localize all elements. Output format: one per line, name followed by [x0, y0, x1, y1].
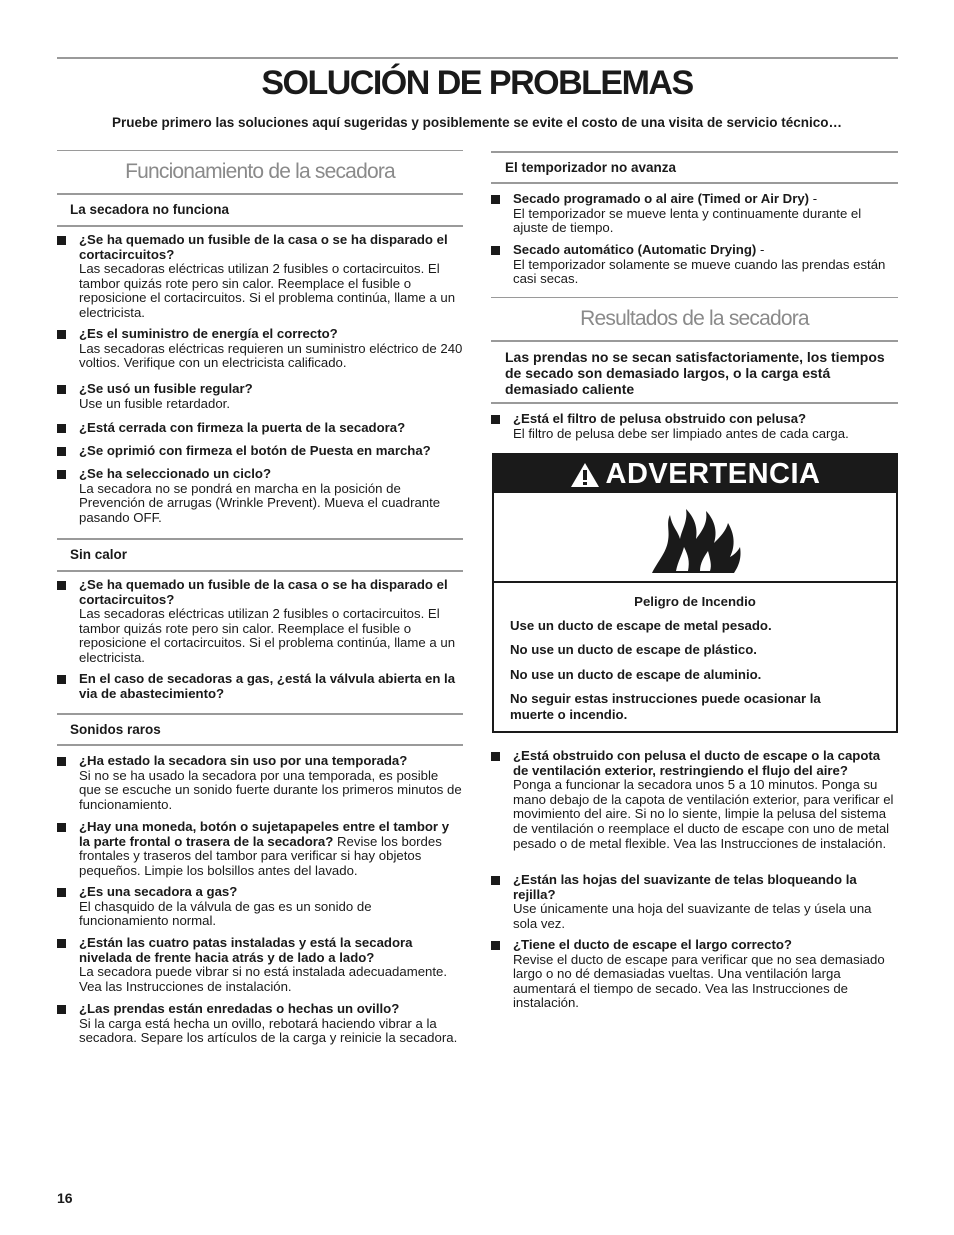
answer: Use un fusible retardador.: [79, 395, 231, 411]
list-item: [57, 421, 463, 436]
list-item: [491, 873, 898, 931]
warning-line: Use un ducto de escape de metal pesado.: [510, 618, 772, 633]
list-item: [57, 820, 463, 878]
bullet-icon: [57, 675, 66, 684]
warning-line: No use un ducto de escape de plástico.: [510, 642, 757, 657]
answer: Use únicamente una hoja del suavizante de telas y úsela una sola vez.: [513, 901, 872, 931]
divider: [57, 225, 463, 227]
warning-line: No use un ducto de escape de aluminio.: [510, 667, 762, 682]
list-item: [57, 672, 463, 701]
warning-triangle-icon: [570, 462, 600, 488]
bullet-icon: [57, 1005, 66, 1014]
question: Secado programado o al aire (Timed or Air Dry): [513, 191, 810, 206]
divider: [57, 193, 463, 195]
bullet-icon: [491, 246, 500, 255]
warning-line: No seguir estas instrucciones puede ocasionar la muerte o incendio.: [510, 691, 821, 722]
bullet-icon: [57, 939, 66, 948]
bullet-icon: [57, 470, 66, 479]
answer: - El temporizador se mueve lenta y continuamente durante el ajuste de tiempo.: [513, 191, 862, 236]
list-item: [57, 382, 463, 411]
list-item: [57, 1002, 463, 1046]
bullet-icon: [491, 752, 500, 761]
answer: Las secadoras eléctricas utilizan 2 fusibles o cortacircuitos. El tambor quizás rote pero sin calor. Reemplace el fusible o reposicione el cortacircuitos. Si el problema continúa, llame a un electricista.: [79, 606, 456, 665]
warning-caption: Peligro de Incendio: [634, 594, 756, 609]
bullet-icon: [57, 447, 66, 456]
question: ¿Está obstruido con pelusa el ducto de escape o la capota de ventilación exterior, restringiendo el flujo del aire?: [513, 748, 881, 778]
question: En el caso de secadoras a gas, ¿está la válvula abierta en la via de abastecimiento?: [79, 671, 456, 701]
intro-text: Pruebe primero las soluciones aquí sugeridas y posiblemente se evite el costo de una visita de servicio técnico…: [111, 115, 842, 130]
divider: [57, 713, 463, 715]
answer: Las secadoras eléctricas utilizan 2 fusibles o cortacircuitos. El tambor quizás rote pero sin calor. Reemplace el fusible o reposicione el cortacircuitos. Si el problema continúa, llame a un electricista.: [79, 261, 456, 320]
bullet-icon: [57, 823, 66, 832]
answer: La secadora puede vibrar si no está instalada adecuadamente. Vea las Instrucciones de instalación.: [79, 964, 448, 994]
bullet-icon: [491, 941, 500, 950]
divider: [491, 151, 898, 153]
section-title-resultados: Resultados de la secadora: [580, 307, 809, 330]
subhead-prendas: Las prendas no se secan satisfactoriamente, los tiempos de secado son demasiado largos, o la carga está demasiado caliente: [505, 349, 885, 397]
divider: [57, 570, 463, 572]
bullet-icon: [57, 424, 66, 433]
question: ¿Se ha quemado un fusible de la casa o se ha disparado el cortacircuitos?: [79, 232, 448, 262]
answer: Revise los bordes frontales y traseros del tambor para verificar si hay objetos pequeños. Limpie los bolsillos antes del lavado.: [79, 833, 442, 878]
divider: [57, 744, 463, 746]
answer: Si la carga está hecha un ovillo, rebotará haciendo vibrar a la secadora. Separe los artículos de la carga y reinicie la secadora.: [79, 1015, 458, 1046]
list-item: [491, 412, 898, 441]
question: ¿Hay una moneda, botón o sujetapapeles entre el tambor y la parte frontal o trasera de la secadora?: [79, 819, 450, 849]
fire-icon: [648, 501, 744, 573]
answer: La secadora no se pondrá en marcha en la posición de Prevención de arrugas (Wrinkle Prevent). Mueva el cuadrante pasando OFF.: [79, 480, 441, 525]
answer: El filtro de pelusa debe ser limpiado antes de cada carga.: [513, 425, 849, 441]
list-item: [57, 467, 463, 525]
divider: [57, 150, 463, 151]
subhead-sonidos-raros: Sonidos raros: [70, 722, 161, 737]
list-item: [57, 233, 463, 321]
question: ¿Tiene el ducto de escape el largo correcto?: [513, 937, 792, 952]
top-rule: [57, 57, 898, 59]
answer: - El temporizador solamente se mueve cuando las prendas están casi secas.: [513, 242, 886, 287]
list-item: [57, 327, 463, 371]
divider: [491, 402, 898, 404]
question: ¿Están las cuatro patas instaladas y está la secadora nivelada de frente hacia atrás y de lado a lado?: [79, 935, 413, 965]
subhead-sin-calor: Sin calor: [70, 547, 128, 562]
list-item: [57, 444, 463, 459]
question: ¿Se usó un fusible regular?: [79, 381, 253, 396]
subhead-temporizador: El temporizador no avanza: [505, 160, 677, 175]
list-item: [491, 749, 898, 851]
divider: [491, 182, 898, 184]
question: ¿Ha estado la secadora sin uso por una temporada?: [79, 753, 408, 768]
answer: Ponga a funcionar la secadora unos 5 a 10 minutos. Ponga su mano debajo de la capota de ventilación exterior, para verificar el movimiento del aire. Si no lo siente, limpie la pelusa del sistema de ventilación o reemplace el ducto de escape con uno de metal pesado o de metal flexible. Vea las Instrucciones de instalación.: [513, 777, 894, 851]
bullet-icon: [57, 888, 66, 897]
bullet-icon: [491, 876, 500, 885]
answer: Si no se ha usado la secadora por una temporada, es posible que se escuche un sonido fuerte durante los primeros minutos de funcionamiento.: [79, 767, 462, 812]
warning-box: [492, 453, 898, 733]
bullet-icon: [57, 757, 66, 766]
bullet-icon: [57, 236, 66, 245]
list-item: [57, 578, 463, 666]
page-number: 16: [57, 1190, 73, 1206]
warning-title: ADVERTENCIA: [605, 458, 821, 490]
warning-image-area: [494, 493, 896, 583]
question: ¿Se ha seleccionado un ciclo?: [79, 466, 272, 481]
list-item: [57, 885, 463, 929]
question: ¿Están las hojas del suavizante de telas bloqueando la rejilla?: [513, 872, 857, 902]
section-title-funcionamiento: Funcionamiento de la secadora: [125, 160, 395, 183]
list-item: [491, 192, 898, 236]
question: ¿Está cerrada con firmeza la puerta de la secadora?: [79, 420, 406, 435]
bullet-icon: [491, 195, 500, 204]
divider: [491, 297, 898, 298]
answer: El chasquido de la válvula de gas es un sonido de funcionamiento normal.: [79, 898, 372, 929]
divider: [491, 340, 898, 342]
question: ¿Se ha quemado un fusible de la casa o se ha disparado el cortacircuitos?: [79, 577, 448, 607]
bullet-icon: [57, 330, 66, 339]
bullet-icon: [491, 415, 500, 424]
list-item: [491, 243, 898, 287]
bullet-icon: [57, 385, 66, 394]
question: ¿Es el suministro de energía el correcto?: [79, 326, 338, 341]
question: Secado automático (Automatic Drying): [513, 242, 757, 257]
subhead-no-funciona: La secadora no funciona: [70, 202, 230, 217]
question: ¿Las prendas están enredadas o hechas un ovillo?: [79, 1001, 400, 1016]
list-item: [57, 936, 463, 994]
question: ¿Es una secadora a gas?: [79, 884, 238, 899]
question: ¿Está el filtro de pelusa obstruido con pelusa?: [513, 411, 807, 426]
divider: [57, 538, 463, 540]
bullet-icon: [57, 581, 66, 590]
answer: Las secadoras eléctricas requieren un suministro eléctrico de 240 voltios. Verifique con un electricista calificado.: [79, 340, 463, 371]
page-title: SOLUCIÓN DE PROBLEMAS: [261, 64, 693, 102]
question: ¿Se oprimió con firmeza el botón de Puesta en marcha?: [79, 443, 431, 458]
list-item: [491, 938, 898, 1011]
warning-header: [494, 455, 896, 493]
list-item: [57, 754, 463, 812]
answer: Revise el ducto de escape para verificar que no sea demasiado largo o no dé demasiadas vueltas. Una ventilación larga aumentará el tiempo de secado. Vea las Instrucciones de instalación.: [513, 951, 885, 1011]
